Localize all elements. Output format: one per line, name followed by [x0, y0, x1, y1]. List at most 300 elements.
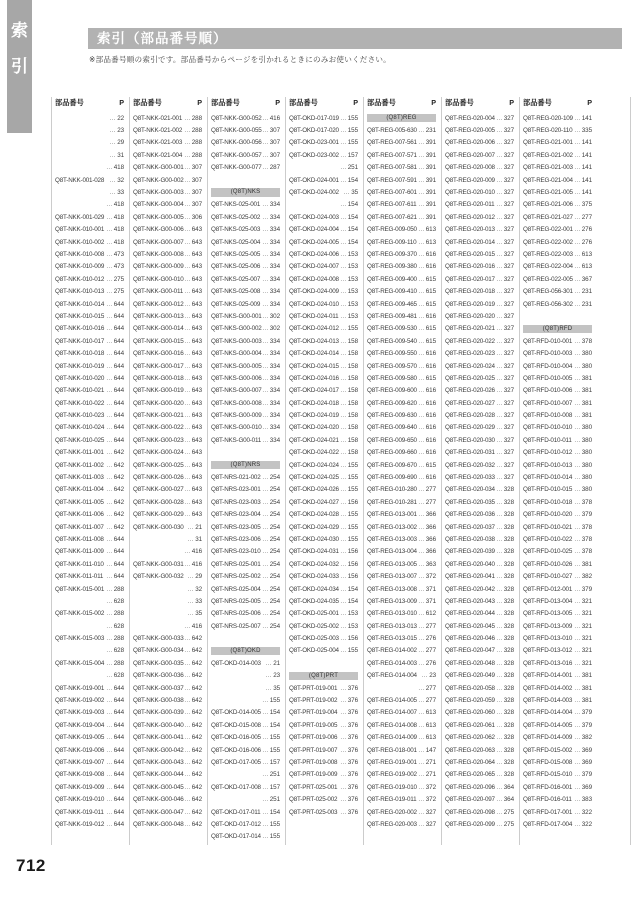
part-number: Q8T-RFD-010-011 [523, 436, 572, 444]
index-entry [367, 162, 436, 174]
dot-leader: … [106, 325, 113, 333]
page-reference: … 328 [496, 610, 514, 618]
part-number: Q8T-NRS-023-001 [211, 486, 261, 494]
part-number: Q8T-NKK-G00-039 [133, 709, 184, 717]
part-number: Q8T-REG-007-621 [367, 213, 417, 221]
index-entry [55, 732, 124, 744]
page-reference: … 381 [574, 672, 592, 680]
dot-leader: … [496, 189, 503, 197]
part-number: Q8T-NRS-025-005 [211, 597, 261, 605]
dot-leader: … [418, 783, 425, 791]
page-reference: … 327 [496, 337, 514, 345]
page-reference: … 307 [184, 189, 202, 197]
part-number: Q8T-RFD-010-014 [523, 474, 573, 482]
dot-leader: … [184, 263, 191, 271]
index-entry [55, 496, 124, 508]
part-number: Q8T-NKK-G00-043 [133, 759, 184, 766]
part-number: Q8T-REG-022-002 [523, 238, 573, 246]
part-number: Q8T-REG-007-571 [367, 151, 417, 159]
part-number: Q8T-RFD-014-002 [523, 684, 573, 692]
index-entry [133, 434, 202, 446]
dot-leader: … [340, 176, 347, 184]
dot-leader: … [418, 659, 425, 667]
page-reference: … 307 [262, 139, 280, 147]
page-reference: … 369 [574, 746, 592, 754]
dot-leader: … [106, 337, 113, 345]
part-number: Q8T-NKK-G00-031 [133, 560, 184, 568]
index-entry [289, 372, 358, 384]
index-entry [289, 434, 358, 446]
part-number: Q8T-REG-020-002 [367, 808, 417, 816]
part-number: Q8T-NKK-G00-041 [133, 734, 184, 742]
index-entry [211, 273, 280, 285]
page-reference: … 375 [574, 201, 592, 209]
dot-leader: … [340, 275, 347, 283]
index-entry [55, 521, 124, 533]
page-reference: … 277 [418, 697, 436, 705]
index-entry-continuation [55, 124, 124, 136]
part-number: Q8T-RFD-014-004 [523, 709, 573, 717]
index-entry [289, 521, 358, 533]
dot-leader: … [262, 213, 269, 221]
index-entry [55, 608, 124, 620]
part-number: Q8T-NRS-023-010 [211, 548, 261, 556]
part-number: Q8T-NKK-G00-028 [133, 498, 184, 506]
page-reference: … 31 [187, 535, 202, 543]
index-column [441, 98, 519, 843]
part-number: Q8T-NKK-G00-047 [133, 808, 184, 816]
page-reference: … 302 [262, 312, 280, 320]
dot-leader: … [340, 325, 347, 333]
dot-leader: … [106, 783, 113, 791]
index-entry [367, 211, 436, 223]
dot-leader: … [418, 560, 425, 568]
dot-leader: … [184, 709, 191, 717]
index-entry [523, 608, 592, 620]
page-reference: … 615 [418, 275, 436, 283]
part-number: Q8T-REG-020-096 [445, 783, 495, 791]
page-reference: … 33 [187, 597, 202, 605]
part-number: Q8T-NKK-G00-023 [133, 436, 184, 444]
column-header [367, 98, 436, 112]
dot-leader: … [265, 684, 272, 692]
dot-leader: … [106, 659, 113, 667]
part-number: Q8T-REG-013-013 [367, 622, 417, 630]
index-entry [445, 323, 514, 335]
part-number: Q8T-NKK-019-006 [55, 746, 105, 754]
page-reference: … 334 [262, 362, 280, 370]
index-entry [367, 608, 436, 620]
dot-leader: … [262, 387, 269, 395]
part-number: Q8T-NRS-023-004 [211, 511, 261, 519]
dot-leader: … [574, 424, 581, 432]
index-entry [367, 670, 436, 682]
index-entry [289, 694, 358, 706]
dot-leader: … [265, 659, 272, 667]
dot-leader: … [496, 573, 503, 581]
group-header-label: (Q8T)RFD [523, 325, 592, 334]
part-number: Q8T-OKD-024-020 [289, 424, 339, 432]
page-reference: … 369 [574, 759, 592, 766]
page-reference: … 643 [184, 350, 202, 358]
part-number: Q8T-NKS-G00-007 [211, 387, 262, 395]
index-entry [289, 137, 358, 149]
index-entry [367, 744, 436, 756]
index-entry [289, 261, 358, 273]
page-reference: … 328 [496, 721, 514, 729]
page-reference: … 391 [418, 201, 436, 209]
part-number: Q8T-OKD-024-017 [289, 387, 339, 395]
page-reference: … 153 [340, 288, 358, 296]
index-entry [55, 285, 124, 297]
index-entry [289, 781, 358, 793]
index-entry [367, 149, 436, 161]
dot-leader: … [340, 709, 347, 717]
index-entry [211, 583, 280, 595]
column-divider [285, 97, 286, 845]
dot-leader: … [574, 498, 581, 506]
index-entry [133, 781, 202, 793]
page-reference: … 642 [184, 746, 202, 754]
page-reference: … 321 [574, 647, 592, 655]
index-entry [133, 273, 202, 285]
part-number: Q8T-NKK-G00-040 [133, 721, 184, 729]
index-entry [55, 546, 124, 558]
index-entry [523, 595, 592, 607]
part-number: Q8T-REG-020-018 [445, 288, 495, 296]
index-entry [55, 682, 124, 694]
group-header-band [211, 186, 280, 198]
dot-leader: … [574, 474, 581, 482]
dot-leader: … [340, 759, 347, 766]
dot-leader: … [262, 548, 269, 556]
dot-leader: … [496, 461, 503, 469]
part-number: Q8T-NKK-G00-038 [133, 697, 184, 705]
part-number: Q8T-REG-014-004 [367, 672, 417, 680]
index-entry [211, 781, 280, 793]
dot-leader: … [418, 511, 425, 519]
page-reference: … 288 [106, 610, 124, 618]
part-number: Q8T-NKK-015-001 [55, 585, 105, 593]
dot-leader: … [106, 412, 113, 420]
dot-leader: … [184, 350, 191, 358]
index-entry [289, 248, 358, 260]
dot-leader: … [184, 498, 191, 506]
page-reference: … 307 [262, 151, 280, 159]
part-number: Q8T-NRS-025-001 [211, 560, 261, 568]
part-number: Q8T-REG-020-009 [445, 176, 495, 184]
dot-leader: … [340, 486, 347, 494]
page-reference: … 644 [106, 734, 124, 742]
page-reference: … 643 [184, 238, 202, 246]
page-reference: … 643 [184, 498, 202, 506]
part-number: Q8T-REG-020-014 [445, 238, 495, 246]
page-reference: … 644 [106, 560, 124, 568]
part-number: Q8T-NKK-G00-019 [133, 387, 184, 395]
page-reference: … 327 [496, 263, 514, 271]
part-number: Q8T-REG-020-041 [445, 573, 495, 581]
index-edge-tab [7, 0, 32, 133]
part-number: Q8T-REG-020-037 [445, 523, 495, 531]
page-reference: … 334 [262, 424, 280, 432]
page-reference: … 35 [265, 684, 280, 692]
dot-leader: … [106, 548, 113, 556]
page-reference: … 642 [184, 697, 202, 705]
part-number: Q8T-NKK-010-001 [55, 226, 105, 234]
part-number: Q8T-NKK-G00-020 [133, 399, 184, 407]
index-entry-continuation [55, 670, 124, 682]
index-entry [289, 310, 358, 322]
index-entry-continuation [211, 769, 280, 781]
part-number: Q8T-REG-020-017 [445, 275, 495, 283]
page-reference: … 23 [421, 672, 436, 680]
index-entry [289, 793, 358, 805]
page-reference: … 155 [340, 535, 358, 543]
part-number: Q8T-REG-021-002 [523, 151, 573, 159]
part-number: Q8T-REG-014-005 [367, 697, 417, 705]
index-entry [523, 781, 592, 793]
dot-leader: … [496, 622, 503, 630]
dot-leader: … [496, 498, 503, 506]
page-reference: … 642 [184, 721, 202, 729]
page-reference: … 376 [340, 759, 358, 766]
page-reference: … 643 [184, 337, 202, 345]
part-number: Q8T-NKK-G00-048 [133, 820, 184, 828]
page-reference: … 391 [418, 176, 436, 184]
part-number: Q8T-REG-020-033 [445, 474, 495, 482]
index-entry [289, 756, 358, 768]
index-entry [523, 261, 592, 273]
index-entry [55, 360, 124, 372]
page-reference: … 380 [574, 449, 592, 457]
index-entry [133, 732, 202, 744]
page-reference: … 376 [340, 783, 358, 791]
part-number: Q8T-NKS-G00-008 [211, 399, 262, 407]
index-entry [55, 310, 124, 322]
page-reference: … 153 [340, 250, 358, 258]
dot-leader: … [418, 486, 425, 494]
index-entry [289, 385, 358, 397]
dot-leader: … [418, 535, 425, 543]
page-reference: … 628 [106, 597, 124, 605]
page-reference: … 327 [496, 139, 514, 147]
part-number: Q8T-NKS-025-003 [211, 226, 261, 234]
dot-leader: … [574, 759, 581, 766]
dot-leader: … [496, 424, 503, 432]
index-entry [367, 347, 436, 359]
column-header-label: 部品番号 [289, 98, 318, 107]
index-entry [133, 484, 202, 496]
part-number: Q8T-REG-021-003 [523, 164, 573, 172]
page-reference: … 327 [496, 312, 514, 320]
dot-leader: … [574, 374, 581, 382]
dot-leader: … [184, 374, 191, 382]
part-number: Q8T-NKK-G00-033 [133, 635, 184, 643]
page-reference: … 372 [418, 573, 436, 581]
part-number: Q8T-PRT-019-009 [289, 771, 338, 779]
dot-leader: … [496, 511, 503, 519]
index-entry [211, 707, 280, 719]
part-number: Q8T-NKK-010-024 [55, 424, 105, 432]
index-entry [211, 744, 280, 756]
part-number: Q8T-PRT-025-002 [289, 796, 338, 804]
index-entry-continuation [211, 682, 280, 694]
part-number: Q8T-NKK-019-002 [55, 697, 105, 705]
page-reference: … 615 [418, 337, 436, 345]
page-reference: … 254 [262, 548, 280, 556]
dot-leader: … [574, 635, 581, 643]
dot-leader: … [106, 523, 113, 531]
index-entry [367, 434, 436, 446]
dot-leader: … [574, 597, 581, 605]
part-number: Q8T-REG-009-540 [367, 337, 417, 345]
page-reference: … 642 [184, 635, 202, 643]
index-entry [133, 682, 202, 694]
page-reference: … 372 [418, 783, 436, 791]
page-reference: … 642 [106, 461, 124, 469]
page-reference: … 334 [262, 337, 280, 345]
index-column [129, 98, 207, 843]
page-reference: … 158 [340, 337, 358, 345]
dot-leader: … [106, 275, 113, 283]
index-entry [289, 620, 358, 632]
index-entry [133, 397, 202, 409]
part-number: Q8T-REG-007-581 [367, 164, 417, 172]
dot-leader: … [496, 659, 503, 667]
part-number: Q8T-NKK-G00-022 [133, 424, 184, 432]
dot-leader: … [262, 610, 269, 618]
index-entry [289, 645, 358, 657]
part-number: Q8T-REG-020-011 [445, 201, 495, 209]
dot-leader: … [262, 796, 269, 804]
page-reference: … 155 [340, 461, 358, 469]
index-entry [523, 806, 592, 818]
part-number: Q8T-OKD-024-026 [289, 486, 339, 494]
dot-leader: … [262, 412, 269, 420]
part-number: Q8T-OKD-024-034 [289, 585, 339, 593]
page-reference: … 322 [574, 808, 592, 816]
dot-leader: … [496, 771, 503, 779]
dot-leader: … [184, 635, 191, 643]
page-reference: … 616 [418, 263, 436, 271]
index-entry [133, 447, 202, 459]
page-reference: … 644 [106, 783, 124, 791]
dot-leader: … [418, 548, 425, 556]
index-entry [367, 471, 436, 483]
page-reference: … 334 [262, 263, 280, 271]
part-number: Q8T-NKK-G00-055 [211, 127, 262, 135]
column-header-page: P [431, 98, 436, 107]
index-entry [133, 459, 202, 471]
index-entry [367, 694, 436, 706]
part-number: Q8T-REG-056-301 [523, 288, 573, 296]
page-reference: … 381 [574, 412, 592, 420]
page-reference: … 644 [106, 325, 124, 333]
part-number: Q8T-NKS-025-004 [211, 238, 261, 246]
page-reference: … 327 [496, 201, 514, 209]
part-number: Q8T-REG-013-004 [367, 548, 417, 556]
index-entry [55, 335, 124, 347]
page-reference: … 277 [574, 213, 592, 221]
column-header [211, 98, 280, 112]
part-number: Q8T-OKD-024-006 [289, 250, 339, 258]
dot-leader: … [340, 796, 347, 804]
index-entry [55, 744, 124, 756]
dot-leader: … [574, 176, 581, 184]
group-header-label: (Q8T)OKD [211, 647, 280, 656]
page-reference: … 616 [418, 312, 436, 320]
page-reference: … 379 [574, 771, 592, 779]
index-entry [523, 224, 592, 236]
dot-leader: … [262, 771, 269, 779]
part-number: Q8T-RFD-013-016 [523, 659, 573, 667]
index-entry [445, 434, 514, 446]
index-entry [55, 756, 124, 768]
index-entry [445, 682, 514, 694]
index-entry [133, 162, 202, 174]
part-number: Q8T-REG-014-003 [367, 659, 417, 667]
index-entry [445, 112, 514, 124]
page-reference: … 616 [418, 412, 436, 420]
index-entry [367, 310, 436, 322]
part-number: Q8T-RFD-015-010 [523, 771, 573, 779]
page-reference: … 275 [106, 275, 124, 283]
page-reference: … 642 [106, 474, 124, 482]
dot-leader: … [418, 709, 425, 717]
dot-leader: … [574, 610, 581, 618]
page-reference: … 616 [418, 362, 436, 370]
part-number: Q8T-REG-020-016 [445, 263, 495, 271]
column-header [289, 98, 358, 112]
part-number: Q8T-NKK-010-009 [55, 263, 105, 271]
dot-leader: … [106, 697, 113, 705]
page-reference: … 153 [340, 263, 358, 271]
page-reference: … 644 [106, 796, 124, 804]
dot-leader: … [496, 759, 503, 766]
part-number: Q8T-REG-009-620 [367, 399, 417, 407]
part-number: Q8T-RFD-010-007 [523, 399, 573, 407]
dot-leader: … [340, 114, 347, 122]
dot-leader: … [496, 548, 503, 556]
page-reference: … 271 [418, 759, 436, 766]
index-entry [55, 793, 124, 805]
page-reference: … 642 [184, 759, 202, 766]
index-entry [523, 570, 592, 582]
part-number: Q8T-RFD-010-026 [523, 560, 573, 568]
index-entry [211, 509, 280, 521]
dot-leader: … [340, 250, 347, 258]
index-entry [445, 285, 514, 297]
page-reference: … 418 [106, 238, 124, 246]
part-number: Q8T-NKK-G00-034 [133, 647, 184, 655]
dot-leader: … [106, 511, 113, 519]
dot-leader: … [340, 597, 347, 605]
part-number: Q8T-NKS-G00-005 [211, 362, 262, 370]
index-entry [289, 496, 358, 508]
index-entry [523, 248, 592, 260]
dot-leader: … [340, 734, 347, 742]
column-divider [51, 97, 52, 845]
index-entry [523, 447, 592, 459]
index-entry [523, 471, 592, 483]
index-entry [289, 273, 358, 285]
page-reference: … 254 [262, 474, 280, 482]
part-number: Q8T-RFD-010-027 [523, 573, 573, 581]
part-number: Q8T-NKK-G00-036 [133, 672, 184, 680]
page-reference: … 251 [262, 771, 280, 779]
page-reference: … 154 [262, 721, 280, 729]
dot-leader: … [262, 436, 269, 444]
